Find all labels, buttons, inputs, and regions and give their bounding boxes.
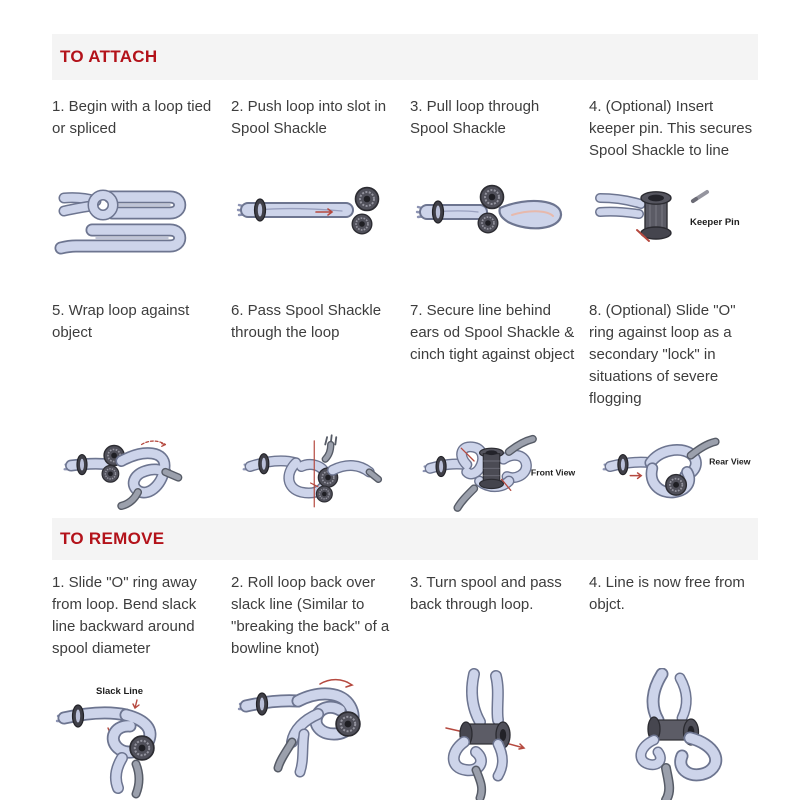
slack-line-label: Slack Line (96, 686, 143, 697)
attach-step-3-text: 3. Pull loop through Spool Shackle (410, 98, 540, 137)
attach-step-6-text: 6. Pass Spool Shackle through the loop (231, 302, 382, 341)
keeper-pin-label: Keeper Pin (690, 217, 740, 228)
figure-remove-step-2-roll-loop (232, 668, 402, 800)
spool-side-view (641, 192, 671, 239)
rear-view-label: Rear View (709, 456, 751, 467)
attach-figures-row-1 (52, 166, 758, 266)
figure-remove-step-3-turn-spool (412, 668, 582, 800)
remove-step-3-text: 3. Turn spool and pass back through loop. (410, 574, 562, 613)
attach-step-4-text: 4. (Optional) Insert keeper pin. This secures Spool Shackle to line (589, 98, 753, 159)
remove-steps-row (52, 572, 758, 664)
attach-step-8-text: 8. (Optional) Slide "O" ring against loop as a secondary "lock" in situations of severe flogging (589, 302, 736, 407)
figure-attach-step-5-wrap-loop (52, 428, 222, 516)
figure-attach-step-3-pull-through (412, 168, 582, 264)
section-header-attach (52, 34, 758, 80)
attach-step-7-text: 7. Secure line behind ears od Spool Shackle & cinch tight against object (410, 302, 575, 363)
section-title-attach: TO ATTACH (60, 47, 158, 66)
spool-front-view (480, 448, 504, 488)
attach-step-2-text: 2. Push loop into slot in Spool Shackle (231, 98, 387, 137)
attach-figures-row-2 (52, 426, 758, 518)
figure-attach-step-8-rear-view (592, 428, 762, 516)
figure-attach-step-4-keeper-pin (592, 168, 762, 264)
attach-steps-row-2 (52, 300, 758, 412)
figure-attach-step-6-pass-through-loop (232, 428, 402, 516)
figure-attach-step-2-push-into-slot (232, 168, 402, 264)
remove-step-4-text: 4. Line is now free from objct. (589, 574, 745, 613)
figure-remove-step-4-line-free (592, 668, 762, 800)
attach-step-1-text: 1. Begin with a loop tied or spliced (52, 98, 212, 137)
figure-remove-step-1-slack-line (52, 668, 222, 800)
attach-steps-row-1 (52, 96, 758, 166)
remove-step-1-text: 1. Slide "O" ring away from loop. Bend slack line backward around spool diameter (52, 574, 197, 657)
section-header-remove (52, 518, 758, 560)
remove-step-2-text: 2. Roll loop back over slack line (Similar to "breaking the back" of a bowline knot) (231, 574, 390, 657)
figure-attach-step-7-front-view (412, 428, 582, 516)
figure-attach-step-1-loop (52, 168, 222, 264)
instruction-sheet (52, 0, 758, 800)
section-title-remove: TO REMOVE (60, 529, 165, 548)
front-view-label: Front View (530, 467, 576, 478)
remove-figures-row (52, 668, 758, 800)
attach-step-5-text: 5. Wrap loop against object (52, 302, 190, 341)
